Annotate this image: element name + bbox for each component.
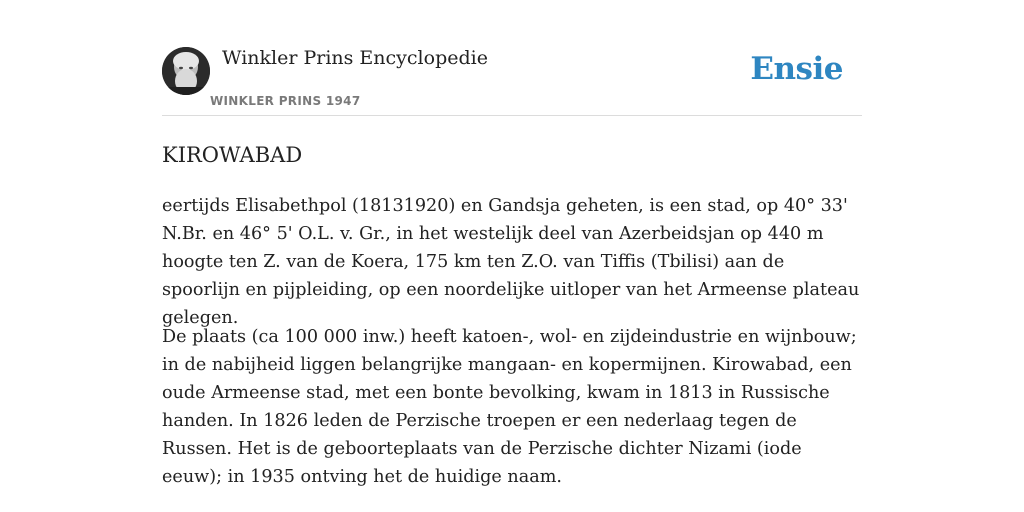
ensie-logo[interactable]: Ensie xyxy=(750,51,843,87)
site-header xyxy=(162,0,862,116)
site-title[interactable]: Winkler Prins Encyclopedie xyxy=(222,47,488,69)
article-paragraph: De plaats (ca 100 000 inw.) heeft katoen-, wol- en zijdeindustrie en wijnbouw; in de nabijheid liggen belangrijke mangaan- en kopermijnen. Kirowabad, een oude Armeense stad, met een bonte bevolking, kwam in 1813 in Russische handen. In 1826 leden de Perzische troepen er een nederlaag tegen de Russen. Het is de geboorteplaats van de Perzische dichter Nizami (iode eeuw); in 1935 ontving het de huidige naam. xyxy=(162,327,857,487)
article-paragraph: eertijds Elisabethpol (18131920) en Gandsja geheten, is een stad, op 40° 33' N.Br. en 46° 5' O.L. v. Gr., in het westelijk deel van Azerbeidsjan op 440 m hoogte ten Z. van de Koera, 175 km ten Z.O. van Tiffis (Tbilisi) aan de spoorlijn en pijpleiding, op een noordelijke uitloper van het Armeense plateau gelegen. xyxy=(162,196,860,328)
source-subtitle[interactable]: WINKLER PRINS 1947 xyxy=(210,94,361,108)
page-container xyxy=(162,0,862,487)
article-title: KIROWABAD xyxy=(162,143,303,167)
author-portrait-icon[interactable] xyxy=(162,47,210,95)
